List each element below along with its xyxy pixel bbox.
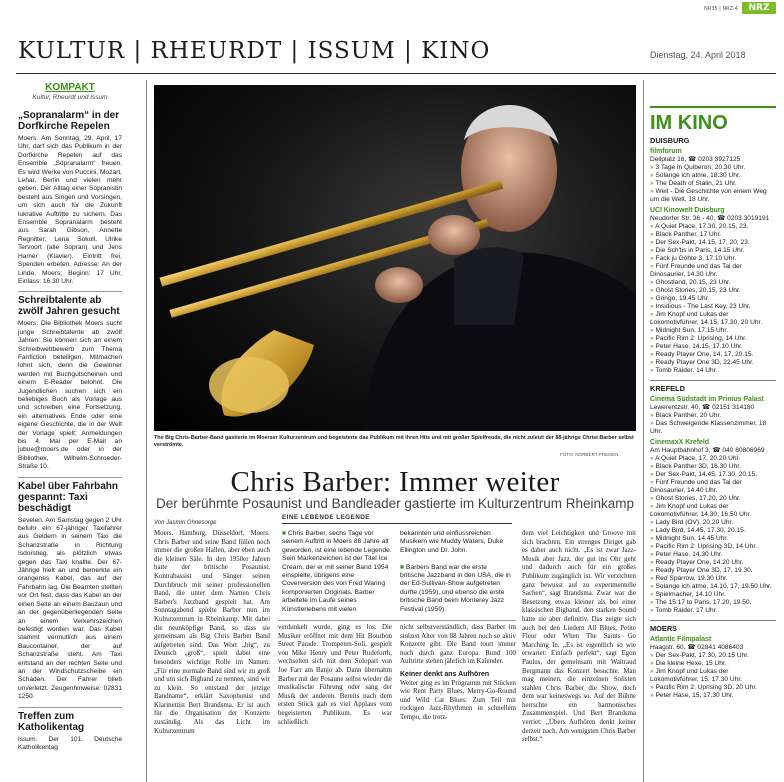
city-heading: MOERS [650,620,776,633]
kino-rule [650,106,776,108]
section-title: KULTUR | RHEURDT | ISSUM | KINO [18,38,491,64]
square-bullet-icon: ■ [282,530,288,537]
article-column-4: dem viel Leichtigkeit und Groove mit sich brachten. Ein strenges Diriget gab es daher auch nicht. „Es ist zwar Jazz-Musik aber Jazz, der gut ins Ohr geht und dadurch auch für ein großes Publikum zugänglich ist. Wir verzichten ganz bewusst auf zu experimentelle Sachen“, sagt Brandsma. Zwar war die Besetzung etwas kleiner als bei einer klassischen Bigband, den starken Sound hatte sie aber definitiv. Das zeigte sich auch bei den Liedern All Blues, Petite Fleur oder When The Saints Go Marching In. „Es ist eigentlich so wie erwartet: Einfach perfekt“, sagt Egon Paulus, der gemeinsam mit Waltraud Bergmann das Konzert besuchte. Man mag meinen, die einzelnen Solisten stahlen Chris Barber die Show, doch dem war keineswegs so. Auf der Bühne herrschte ein harmonisches Zusammenspiel. Und Bert Brandsma verriet: „Übers Aufhören denkt keiner derzeit nach. Am wenigsten Chris Barber selbst.“ [522,530,636,744]
movie-listing: » The Death of Stalin, 21 Uhr. [650,180,776,188]
infobox-text-1 [282,530,394,614]
article-subheadline: Der berühmte Posaunist und Bandleader gastierte im Kulturzentrum Rheinkamp [156,496,634,511]
movie-listing: » Jim Knopf und Lukas der Lokomotivführer, 14.30, 16.50 Uhr. [650,503,776,519]
movie-listing: » Ghost Stories, 17.20, 20 Uhr. [650,495,776,503]
movie-listing: » Jim Knopf und Lukas der Lokomotivführer, 14.15, 17.30, 20 Uhr. [650,311,776,327]
newspaper-logo: NRZ [742,2,776,14]
article-column-1: Moers. Hamburg, Düsseldorf, Moers: Chris Barber und seine Band füllen noch immer die großen Hallen, aber eben auch die kleinen Säle. In den 1950er Jahren hatte der britische Posaunist, Kontrabassist und Sänger seinen Durchbruch mit seiner professionellen Band, die unter dem Namen Chris Barber's Jazzband gespielt hat. Am Sonntagabend spielte Barber nun im Kulturzentrum in Rheinkamp. Mit dabei die neunköpfige Band, so dass sie gemeinsam als Big Chris Barber Band aufgetreten sind. Das Wort „big“, zu Deutsch „groß“, spielt dabei eine besonders wichtige Rolle im Namen: „Für eine normale Band sind wir zu groß und um sich Bigband zu nennen, sind wir zu klein. So entstand der jetzige Bandname“, erklärt Saxophonist und Klarinettist Bert Brandsma. Er ist auch für die Organisation der Konzerte zuständig. Als das Licht im Kulturzentrum [154,530,270,735]
movie-listing: » Insidious - The Last Key, 23 Uhr. [650,303,776,311]
movie-listing: » Ready Player One 3D, 22.45 Uhr. [650,359,776,367]
infobox-text-2 [400,530,512,614]
article-headline: Chris Barber: Immer weiter [230,466,560,498]
cinema-name: filmforum [650,148,682,155]
article-column-3 [400,624,516,782]
movie-listing: » Der Sex-Pakt, 14.15, 17, 20, 23. [650,239,776,247]
movie-listing: » Pacific Rim 2: Uprising, 14 Uhr. [650,335,776,343]
movie-listing: » Fünf Freunde und das Tal der Dinosaurier, 14.30 Uhr. [650,263,776,279]
movie-listing: » Black Panther, 17 Uhr. [650,231,776,239]
cinema-name: Atlantic Filmpalast [650,636,712,643]
movie-listing: » Ready Player One, 14.20 Uhr. [650,559,776,567]
movie-listing: » Die kleine Hexe, 15 Uhr. [650,660,776,668]
header-rule [16,73,776,74]
city-heading: KREFELD [650,380,776,393]
movie-listing: » Lady Bird (OV), 20.20 Uhr. [650,519,776,527]
movie-listing: » Tomb Raider, 14 Uhr. [650,367,776,375]
movie-listing: » Black Panther, 20 Uhr. [650,412,776,420]
square-bullet-icon: ■ [400,563,406,571]
concert-photo [154,85,636,431]
movie-listing: » Peter Hase, 15, 17.30 Uhr. [650,692,776,700]
infobox-para: Barbers Band war die erste britische Jazzband in den USA, die in der Ed-Sullivan-Show aufgetreten durfte (1959), und ebenso die erste britische Band beim Monterey Jazz Festival (1959). [400,563,511,613]
article-author: Von Jasmin Ohnesorge [154,520,217,526]
movie-listing: » Spielmacher, 14.10 Uhr. [650,591,776,599]
movie-listing: » Peter Hase, 14.30 Uhr. [650,551,776,559]
kompakt-column [18,82,122,782]
article-para: nicht selbstverständlich, dass Barber im stolzen Alter von 88 Jahren noch so aktiv Konzerte gibt. Die Band tourt immer noch durch ganz Europa. Rund 100 Auftritte stehen jährlich im Kalender. [400,624,516,666]
movie-listing: » Der Sex-Pakt, 14.45, 17.30, 20.15. [650,471,776,479]
movie-listing: » Ghost Stories, 20.15, 23 Uhr. [650,287,776,295]
article-column-2: verdunkelt wurde, ging es los. Die Musiker eröffnet mit dem Hit Bourbon Street Parade. Trompeten-Soli, gespielt von Mike Henry und Peter Rudeforth, wechselten sich mit dem Solopart von Joe Farr am Banjo ab. Dann übernahm Barber mit der Posaune selbst wieder die musikalische Führung oder sang der Musik der anderen. Bereits nach dem ersten Stück gab es viel Applaus vom begeisterten Publikum. Es war schließlich [278,624,392,726]
infobox-para: bekannten und einflussreichen Musikern wie Muddy Waters, Duke Ellington und Dr. John. [400,530,504,554]
city-heading: DUISBURG [650,136,690,145]
article-para: Weiter ging es im Programm mit Stücken wie Rent Party Blues, Merry-Go-Round und Wild Cat Blues: Zum Teil mit rockigen Jazz-Rhythmen in schnellem Tempo, die trotz- [400,679,516,721]
movie-listing: » 3 Tage in Quiberon, 20.30 Uhr. [650,164,776,172]
news-body: Moers. Am Sonntag, 29. April, 17 Uhr, darf sich das Publikum in der Dorfkirche Repelen auf das Ensemble „Sopranalarm“ freuen. Es wird Werke von Puccini, Mozart, Lehar, Berlin und vielen mehr geben. Der Alltag einer Sopranistin besteht aus Singen und Vorsingen, um sich auch für die Zukunft lukrative Auftritte zu sichern. Das Ensemble Sopranalarm besteht aus Sarah Gibson, Annette Regnitter, Lena Sokoll, Ulrike Tervoort (alle Sopran) und Jens Hamer (Klavier). Eintritt frei, Spenden erbeten. Adresse: An der Linde, Moers; Beginn: 17 Uhr, Einlass: 16.30 Uhr. [18,135,122,285]
movie-listing: » Der Sex-Pakt, 17.30, 20.15 Uhr. [650,652,776,660]
kino-listings [650,136,776,782]
issue-date: Dienstag, 24. April 2018 [650,50,746,60]
news-body: Moers. Die Bibliothek Moers sucht junge Schreibtalente ab zwölf Jahren: Sie können sich an einem Schreibwettbewerb zum Thema Fanfiction beteiligen. Mitmachen lohnt sich, denn die Gewinner werden mit Buchgutscheinen und einem E-Reader belohnt. Die Jugendlichen suchen sich ein beliebiges Buch als Vorlage aus und schreiben eine Fortsetzung, ein alternatives Ende oder eine eigene Geschichte, die in der Welt der Vorlage spielt; Anmeldungen bis 4. Mai per E-Mail an jubue@moers.de oder in der Bibliothek, Wilhelm-Schroeder-Straße 10. [18,320,122,471]
cinema-name: Cinema Südstadt im Primus Palast [650,396,764,403]
kompakt-subtitle: Kultur, Rheurdt und Issum [32,94,108,101]
cinema-address: Neudorfer Str. 36 - 40, ☎ 0203 3019191 [650,215,770,222]
movie-listing: » Solange ich atme, 14.10, 17, 19.50 Uhr. [650,583,776,591]
cinema-name: UCI Kinowelt Duisburg [650,207,725,214]
article-subheading: Keiner denkt ans Aufhören [400,670,490,678]
news-headline: Schreibtalente ab zwölf Jahren gesucht [18,291,122,317]
movie-listing: » Solange ich atme, 18.30 Uhr. [650,172,776,180]
movie-listing: » Fünf Freunde und das Tal der Dinosaurier, 14.40 Uhr. [650,479,776,495]
movie-listing: » Das Schweigende Klassenzimmer, 18 Uhr. [650,420,776,436]
infobox-title: EINE LEBENDE LEGENDE [282,514,512,524]
movie-listing: » Midnight Sun, 14.45 Uhr. [650,535,776,543]
movie-listing: » Black Panther 3D, 16.30 Uhr. [650,463,776,471]
movie-listing: » Ready Player One, 14, 17, 20.15. [650,351,776,359]
trombonist-illustration [154,85,636,431]
news-headline: „Sopranalarm“ in der Dorfkirche Repelen [18,110,120,132]
page-meta: NR35 | NRZ-4 [704,6,738,12]
movie-listing: » Fack ju Göhte 3, 17.10 Uhr. [650,255,776,263]
movie-listing: » Die Sch'tis in Paris, 14.15 Uhr. [650,247,776,255]
movie-listing: » Weit - Die Geschichte von einem Weg um die Welt, 18 Uhr. [650,188,776,204]
movie-listing: » Jim Knopf und Lukas der Lokomotivführer, 15, 17.30 Uhr. [650,668,776,684]
news-headline: Kabel über Fahrbahn gespannt: Taxi beschädigt [18,477,122,514]
cinema-name: CinemaxX Krefeld [650,439,709,446]
infobox-rule [278,620,516,621]
news-body: Sevelen. Am Samstag gegen 2 Uhr befuhr ein 67-jähriger Taxifahrer aus Geldern in seinem Taxi die Schanzstraße in Richtung Isdorstieg, als plötzlich etwas gegen das Taxi knallte. Der 67-Jährige hielt an und bemerkte ein orangenes Kabel, das auf der Fahrbahn lag. Die Beamten stellten vor Ort fest, dass das Kabel an der einen Seite an einem Bauzaun und an der gegenüberliegenden Seite an einem Verkehrszeichen befestigt worden war. Das Kabel stammt vermutlich aus einem Baucontainer, der auf Schanzstraße steht. Am Taxi entstand an der rechten Seite und an der Windschutzscheibe ein Schaden. Der Fahrer blieb unverletzt. Zeugenhinweise: 02831 1250. [18,516,122,701]
movie-listing: » A Quiet Place, 17.30, 20.15, 23. [650,223,776,231]
movie-listing: » Lady Bird, 14.45, 17.30, 20.15. [650,527,776,535]
cinema-address: Haagstr. 60, ☎ 02841 4086403 [650,644,744,651]
column-divider [643,80,644,782]
movie-listing: » Gringo, 19.45 Uhr. [650,295,776,303]
cinema-address: Lewerentzstr. 40, ☎ 02151 314180 [650,404,755,411]
photo-credit: FOTO: NORBERT PREMEN [560,452,619,457]
movie-listing: » Ghostland, 20.15, 23 Uhr. [650,279,776,287]
movie-listing: » The 15:17 to Paris, 17.20, 19.50. [650,599,776,607]
movie-listing: » Pacific Rim 2: Uprising 3D, 14 Uhr. [650,543,776,551]
movie-listing: » Pacific Rim 2: Uprising 3D, 20 Uhr. [650,684,776,692]
movie-listing: » Tomb Raider, 17 Uhr. [650,607,776,615]
photo-caption: The Big Chris-Barber-Band gastierte im Moerser Kulturzentrum und begeisterte das Publikum mit ihren Hits und mit großer Spielfreude, die nicht zuletzt der 88-jährige Christ Barber selbst verströmte. [154,435,634,449]
news-headline: Treffen zum Katholikentag [18,707,122,733]
infobox-para: Chris Barber, sechs Tage vor seinem Auftritt in Moers 88 Jahre alt geworden, ist eine lebende Legende. Sein Markenzeichen ist der Titel Ice Cream, der er mit seiner Band 1954 einspielte, übrigens eine Coverversion des von Fred Waring komponierten Originals. Barber arbeitete im Laufe seines Künstlerlebens mit vielen [282,530,392,613]
kino-title: IM KINO [650,112,728,134]
column-divider [146,80,147,782]
movie-listing: » Ready Player One 3D, 17, 19.30. [650,567,776,575]
cinema-address: Am Hauptbahnhof 3, ☎ 040 80806969 [650,447,765,454]
movie-listing: » A Quiet Place, 17, 20.20 Uhr. [650,455,776,463]
movie-listing: » Midnight Sun, 17.15 Uhr. [650,327,776,335]
movie-listing: » Peter Hase, 14.15, 17.10 Uhr. [650,343,776,351]
news-body: Issum. Der 101. Deutsche Katholikentag [18,735,122,751]
movie-listing: » Red Sparrow, 19.30 Uhr. [650,575,776,583]
kompakt-title: KOMPAKT [45,82,95,93]
cinema-address: Dellplatz 16, ☎ 0203 3927125 [650,156,741,163]
